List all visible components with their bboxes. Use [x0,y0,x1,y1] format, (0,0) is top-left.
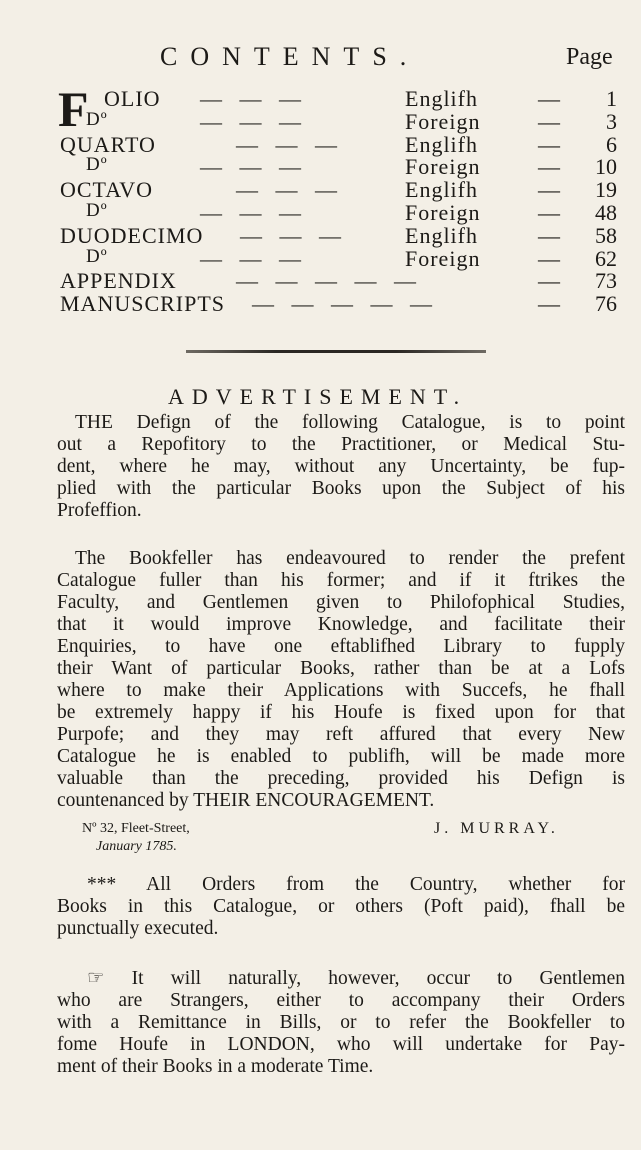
page-column-header: Page [566,44,613,70]
text-line: who are Strangers, either to accompany their Orders [57,990,625,1011]
signature: J. MURRAY. [434,820,559,837]
text-line: Books in this Catalogue, or others (Poft paid), fhall be [57,896,625,917]
contents-format: OCTAVO [60,177,154,203]
contents-format: OLIO [104,86,161,111]
contents-page-number: 76 [595,291,617,317]
text-line: their Want of particular Books, rather than be at a Lofs [57,658,625,679]
text-line: countenanced by THEIR ENCOURAGEMENT. [57,790,435,811]
contents-format: QUARTO [60,131,156,157]
address-block [82,820,190,856]
contents-language: Foreign [405,245,481,271]
text-line: Purpofe; and they may reft affured that every New [57,724,625,745]
dropcap-letter: F [58,81,89,137]
contents-language: Englifh [405,86,478,111]
contents-format: Dº [86,108,108,130]
text-line: Profeffion. [57,500,142,521]
leader-dashes: — — — [200,108,307,134]
contents-page-number: 10 [595,154,617,180]
leader-dash: — [538,291,560,317]
contents-title: CONTENTS. [160,42,420,71]
text-line: where to make their Applications with Succefs, he fhall [57,680,625,701]
contents-page-number: 62 [595,245,617,271]
leader-dashes: — — — [240,222,347,248]
contents-page-number: 58 [595,222,617,248]
text-line: Catalogue fuller than his former; and if it ftrikes the [57,570,625,591]
contents-page-number: 6 [606,131,617,157]
leader-dash: — [538,86,560,111]
contents-format: MANUSCRIPTS [60,291,226,317]
text-line: out a Repofitory to the Practitioner, or Medical Stu- [57,434,625,455]
contents-language: Englifh [405,177,478,203]
leader-dashes: — — — [200,200,307,225]
contents-page-number: 3 [606,108,617,134]
contents-language: Foreign [405,200,481,225]
text-line: ☞ It will naturally, however, occur to Gentlemen [87,968,625,989]
leader-dashes: — — — [200,86,307,111]
leader-dashes: — — — — — [252,291,438,317]
contents-format: Dº [86,200,108,221]
text-line: dent, where he may, without any Uncertainty, be fup- [57,456,625,477]
text-line: valuable than the preceding, provided his Defign is [57,768,625,789]
text-line: Enquiries, to have one eftablifhed Library to fupply [57,636,625,657]
contents-format: Dº [86,154,108,176]
leader-dash: — [538,268,560,294]
text-line: Faculty, and Gentlemen given to Philofophical Studies, [57,592,625,613]
contents-format: APPENDIX [60,268,177,294]
leader-dashes: — — — — — [236,268,422,294]
text-line: *** All Orders from the Country, whether for [87,874,625,895]
text-line: THE Defign of the following Catalogue, is to point [75,412,625,433]
leader-dash: — [538,131,560,157]
leader-dashes: — — — [200,154,307,180]
contents-format: Dº [86,245,108,267]
address-date: January 1785. [96,839,177,854]
text-line: with a Remittance in Bills, or to refer the Bookfeller to [57,1012,625,1033]
leader-dash: — [538,245,560,271]
leader-dashes: — — — [200,245,307,271]
advertisement-paragraph-1 [57,412,625,522]
contents-format: DUODECIMO [60,222,204,248]
contents-language: Foreign [405,108,481,134]
leader-dash: — [538,222,560,248]
contents-page-number: 48 [595,200,617,225]
contents-row [0,291,641,321]
advertisement-paragraph-4 [57,968,625,1078]
text-line: be extremely happy if his Houfe is fixed upon for that [57,702,625,723]
text-line: Catalogue he is enabled to publifh, will be made more [57,746,625,767]
text-line: fome Houfe in LONDON, who will undertake for Pay- [57,1034,625,1055]
leader-dash: — [538,200,560,225]
advertisement-paragraph-2 [57,548,625,812]
text-line: that it would improve Knowledge, and facilitate their [57,614,625,635]
address-street: Nº 32, Fleet-Street, [82,821,190,836]
contents-language: Englifh [405,131,478,157]
leader-dash: — [538,108,560,134]
text-line: ment of their Books in a moderate Time. [57,1056,374,1077]
contents-page-number: 19 [595,177,617,203]
leader-dash: — [538,154,560,180]
contents-language: Foreign [405,154,481,180]
leader-dashes: — — — [236,177,343,203]
contents-language: Englifh [405,222,478,248]
text-line: The Bookfeller has endeavoured to render the prefent [75,548,625,569]
advertisement-title: ADVERTISEMENT. [168,384,468,409]
leader-dash: — [538,177,560,203]
advertisement-paragraph-3 [57,874,625,940]
leader-dashes: — — — [236,131,343,157]
section-divider [186,350,486,353]
contents-page-number: 73 [595,268,617,294]
text-line: plied with the particular Books upon the Subject of his [57,478,625,499]
text-line: punctually executed. [57,918,219,939]
contents-page-number: 1 [606,86,617,111]
